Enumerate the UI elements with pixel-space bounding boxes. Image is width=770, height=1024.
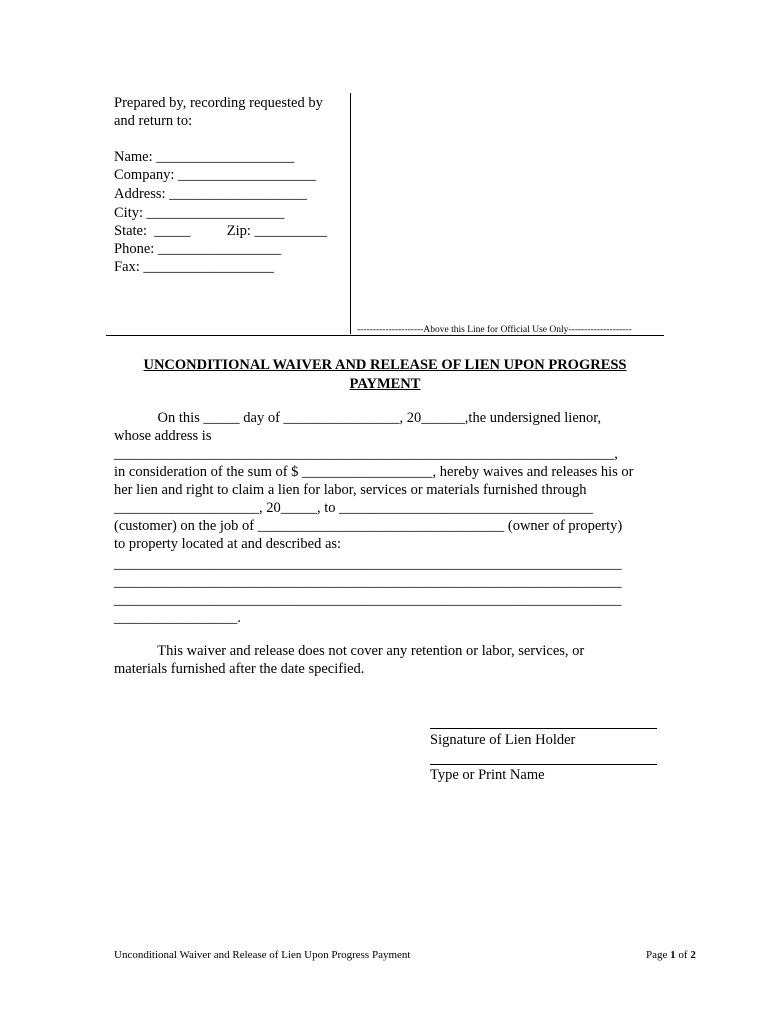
page-current: 1 [670, 949, 676, 961]
page-prefix: Page [646, 949, 671, 961]
prepared-by-label: Prepared by, recording requested by [114, 95, 323, 111]
property-description-line-1: ______________________________________________________________________ [114, 556, 622, 572]
page-total: 2 [690, 949, 696, 961]
retention-paragraph-line-2: materials furnished after the date specified. [114, 661, 365, 677]
city-field: City: ___________________ [114, 205, 285, 221]
property-description-line-3: ______________________________________________________________________ [114, 592, 622, 608]
header-horizontal-divider [106, 335, 664, 336]
title-line-2: PAYMENT [349, 375, 421, 392]
page-of: of [675, 949, 691, 961]
return-to-label: and return to: [114, 113, 193, 129]
official-use-notice: ---------------------Above this Line for Official Use Only-------------------- [357, 325, 632, 335]
body-line-5: her lien and right to claim a lien for labor, services or materials furnished through [114, 482, 587, 498]
property-description-line-4: _________________. [114, 610, 241, 626]
body-line-7: (customer) on the job of __________________________________ (owner of property) [114, 518, 623, 534]
property-description-line-2: ______________________________________________________________________ [114, 574, 622, 590]
body-line-1: On this _____ day of ________________, 20______,the undersigned lienor, [114, 410, 602, 426]
company-field: Company: ___________________ [114, 167, 316, 183]
print-name-line [430, 764, 657, 765]
print-name-label: Type or Print Name [430, 767, 545, 783]
phone-field: Phone: _________________ [114, 241, 282, 257]
document-title [106, 356, 664, 393]
address-field: Address: ___________________ [114, 186, 307, 202]
body-line-2: whose address is [114, 428, 212, 444]
body-line-6: ____________________, 20_____, to ___________________________________ [114, 500, 593, 516]
state-zip-field: State: _____ Zip: __________ [114, 223, 328, 239]
name-field: Name: ___________________ [114, 149, 295, 165]
signature-line [430, 728, 657, 729]
retention-paragraph-line-1: This waiver and release does not cover any retention or labor, services, or [114, 643, 585, 659]
header-vertical-divider [350, 93, 351, 334]
body-line-4: in consideration of the sum of $ __________________, hereby waives and releases his or [114, 464, 634, 480]
signature-label: Signature of Lien Holder [430, 732, 576, 748]
footer-document-title: Unconditional Waiver and Release of Lien Upon Progress Payment [114, 949, 411, 961]
fax-field: Fax: __________________ [114, 259, 274, 275]
body-line-8: to property located at and described as: [114, 536, 342, 552]
body-line-3: _____________________________________________________________________, [114, 446, 618, 462]
page-number [646, 949, 696, 961]
title-line-1: UNCONDITIONAL WAIVER AND RELEASE OF LIEN UPON PROGRESS [143, 357, 627, 373]
